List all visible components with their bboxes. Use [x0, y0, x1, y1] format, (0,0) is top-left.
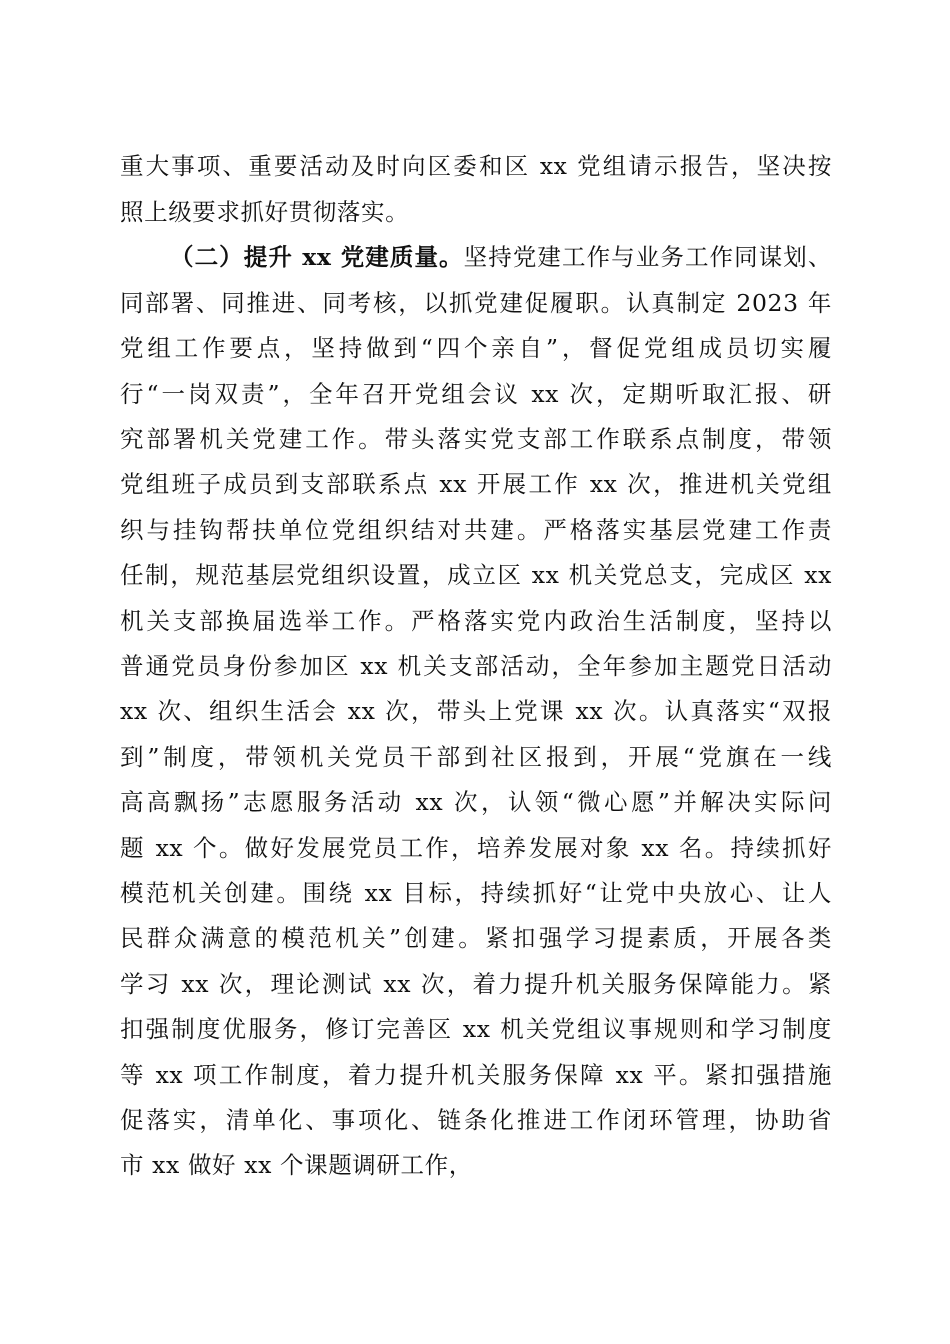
paragraph-line: 党组工作要点，坚持做到“四个亲自”，督促党组成员切实履	[120, 334, 832, 362]
paragraph-line: 同部署、同推进、同考核，以抓党建促履职。认真制定 2023 年	[120, 289, 832, 317]
paragraph-line: 学习 xx 次，理论测试 xx 次，着力提升机关服务保障能力。紧	[120, 970, 832, 998]
paragraph-line: 模范机关创建。围绕 xx 目标，持续抓好“让党中央放心、让人	[120, 879, 832, 907]
section-heading-line	[170, 240, 832, 274]
paragraph-line: 到”制度，带领机关党员干部到社区报到，开展“党旗在一线	[120, 743, 832, 771]
section-heading: （二）提升 xx 党建质量。	[170, 243, 464, 271]
paragraph-line: 高高飘扬”志愿服务活动 xx 次，认领“微心愿”并解决实际问	[120, 788, 832, 816]
paragraph-line: 织与挂钩帮扶单位党组织结对共建。严格落实基层党建工作责	[120, 516, 832, 544]
paragraph-line: 普通党员身份参加区 xx 机关支部活动，全年参加主题党日活动	[120, 652, 832, 680]
paragraph-text: 坚持党建工作与业务工作同谋划、	[463, 243, 832, 271]
paragraph-line: 促落实，清单化、事项化、链条化推进工作闭环管理，协助省	[120, 1106, 832, 1134]
paragraph-line: 重大事项、重要活动及时向区委和区 xx 党组请示报告，坚决按	[120, 152, 832, 180]
paragraph-line: 题 xx 个。做好发展党员工作，培养发展对象 xx 名。持续抓好	[120, 834, 832, 862]
paragraph-line: 市 xx 做好 xx 个课题调研工作，	[120, 1151, 473, 1179]
paragraph-line: 机关支部换届选举工作。严格落实党内政治生活制度，坚持以	[120, 607, 832, 635]
paragraph-line: 行“一岗双责”，全年召开党组会议 xx 次，定期听取汇报、研	[120, 380, 832, 408]
paragraph-line: 究部署机关党建工作。带头落实党支部工作联系点制度，带领	[120, 425, 832, 453]
paragraph-line: 民群众满意的模范机关”创建。紧扣强学习提素质，开展各类	[120, 924, 832, 952]
paragraph-line: xx 次、组织生活会 xx 次，带头上党课 xx 次。认真落实“双报	[120, 697, 832, 725]
paragraph-line: 照上级要求抓好贯彻落实。	[120, 198, 410, 226]
paragraph-line: 党组班子成员到支部联系点 xx 开展工作 xx 次，推进机关党组	[120, 470, 832, 498]
paragraph-line: 任制，规范基层党组织设置，成立区 xx 机关党总支，完成区 xx	[120, 561, 832, 589]
paragraph-line: 等 xx 项工作制度，着力提升机关服务保障 xx 平。紧扣强措施	[120, 1061, 832, 1089]
paragraph-line: 扣强制度优服务，修订完善区 xx 机关党组议事规则和学习制度	[120, 1015, 832, 1043]
